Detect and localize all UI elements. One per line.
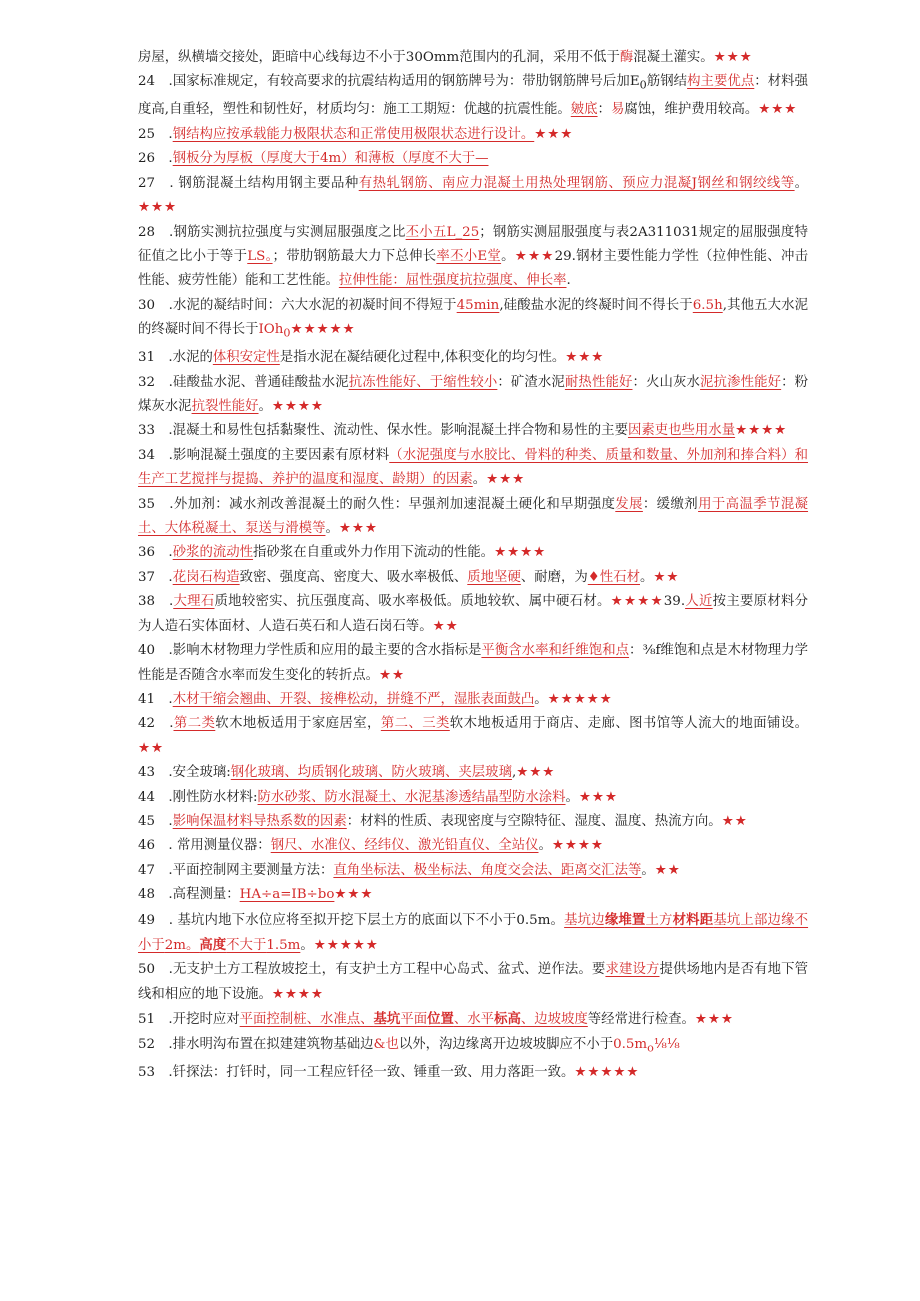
key-point-text: 质地坚硬 — [467, 569, 521, 585]
body-text: ： — [597, 102, 611, 118]
key-point-text: 。 — [186, 937, 200, 953]
importance-stars: ★★★ — [694, 1012, 734, 1028]
key-point-text: 体积安定性 — [212, 350, 280, 366]
body-text: 27 . 钢筋混凝土结构用钢主要品种 — [138, 175, 359, 191]
key-point-bold-text: 材料距 — [672, 911, 714, 928]
paragraph — [138, 294, 808, 346]
body-text: ：火山灰水 — [632, 374, 701, 390]
paragraph — [138, 859, 808, 883]
body-text: 44 .刚性防水材料: — [138, 789, 258, 805]
body-text: 混凝土灌实。 — [633, 50, 714, 65]
body-text: 25 . — [138, 126, 173, 142]
body-text: 30 .水泥的凝结时间：六大水泥的初凝时间不得短于 — [138, 297, 457, 313]
key-point-bold-text: 缘堆置 — [604, 911, 646, 928]
importance-stars: ★★★★★ — [313, 937, 379, 953]
body-text: 房屋，纵横墙交接处，距暗中心线每边不小于30Omm范围内的孔洞，采用不低于 — [138, 50, 620, 65]
importance-stars: ★★★ — [713, 50, 753, 65]
subscript-text: 0 — [639, 79, 647, 93]
body-text: ：矿渣水泥 — [497, 374, 565, 390]
key-point-text: 有热轧钢筋、南应力混凝土用热处理钢筋、预应力混凝J钢丝和钢绞线等 — [358, 175, 795, 191]
paragraph — [138, 541, 808, 565]
paragraph — [138, 883, 808, 907]
body-text: 39. — [663, 594, 686, 610]
key-point-text: 用于高温季节混凝土、大体税凝土、泵送与滑模等 — [138, 496, 809, 537]
body-text: 腐蚀，维护费用较高。 — [624, 102, 759, 118]
paragraph — [138, 371, 808, 420]
body-text: 50 .无支护土方工程放坡挖土，有支护土方工程中心岛式、盆式、逆作法。要 — [138, 962, 606, 978]
paragraph — [138, 908, 808, 959]
paragraph — [138, 761, 808, 785]
paragraph — [138, 1061, 808, 1085]
body-text: 28 .钢筋实测抗拉强度与实测屈服强度之比 — [138, 224, 406, 240]
key-point-text: 2m — [164, 937, 186, 953]
body-text: 是指水泥在凝结硬化过程中,体积变化的均匀性。 — [279, 350, 566, 366]
body-text: 。 — [565, 789, 579, 805]
importance-stars: ★★★★★ — [290, 322, 356, 338]
body-text: 。 — [472, 472, 487, 488]
key-point-text: 构主要优点 — [687, 74, 755, 90]
importance-stars: ★★★ — [334, 887, 374, 903]
key-point-text: 砂浆的流动性 — [172, 545, 254, 561]
body-text: 。 — [794, 175, 808, 191]
highlighted-text: 易 — [610, 102, 625, 118]
body-text: 以外，沟边缘离开边坡坡脚应不小于 — [398, 1036, 614, 1052]
body-text: 等经常进行检查。 — [587, 1012, 695, 1028]
key-point-bold-text: 位置 — [427, 1011, 454, 1028]
key-point-text: 1.5m — [266, 937, 301, 953]
key-point-text: （水泥强度与水胶比、骨料的种类、质量和数量、外加剂和捧合料）和生产工艺搅拌与提捣、养护的温度和湿度、龄期）的因素 — [138, 447, 809, 488]
body-text: ：粉煤灰水泥 — [138, 374, 809, 415]
body-text: 。 — [534, 691, 548, 707]
key-point-text: 发展 — [615, 496, 643, 512]
body-text: , — [511, 765, 517, 781]
body-text: 。 — [325, 521, 339, 537]
body-text: 49 . 基坑内地下水位应将至拟开挖下层土方的底面以下不小于0.5m。 — [138, 912, 565, 928]
key-point-bold-text: 基坑 — [373, 1011, 401, 1028]
importance-stars: ★★★ — [514, 248, 555, 264]
body-text: 。 — [538, 838, 552, 854]
importance-stars: ★★★ — [516, 765, 556, 781]
body-text: 53 .钎探法：打钎时，同一工程应钎径一致、锤重一致、用力落距一致。 — [138, 1064, 575, 1080]
importance-stars: ★★★★ — [271, 399, 324, 415]
body-text: 、耐磨，为 — [520, 569, 588, 585]
highlighted-text: IOh — [258, 322, 284, 338]
key-point-bold-text: 标高 — [494, 1011, 521, 1028]
key-point-text: 大理石 — [173, 594, 215, 610]
importance-stars: ★★★ — [534, 126, 574, 142]
body-text: 45 . — [138, 813, 173, 829]
paragraph — [138, 346, 808, 370]
body-text: 36 . — [138, 545, 173, 561]
importance-stars: ★★ — [654, 862, 681, 878]
paragraph — [138, 590, 808, 639]
importance-stars: ★★ — [138, 740, 165, 756]
body-text: 质地较密实、抗压强度高、吸水率极低。质地较软、属中硬石材。 — [214, 594, 611, 610]
importance-stars: ★★ — [653, 569, 680, 585]
body-text: 。 — [639, 569, 654, 585]
body-text: 31 .水泥的 — [138, 350, 213, 366]
body-text: 40 .影响木材物理力学性质和应用的最主要的含水指标是 — [138, 643, 482, 659]
paragraph — [138, 123, 808, 147]
key-point-text: 、边坡坡度 — [520, 1012, 588, 1028]
paragraph — [138, 493, 808, 542]
key-point-text: 花岗石构造 — [172, 569, 240, 585]
key-point-text: 防水砂浆、防水混凝土、水泥基渗透结晶型防水涂料 — [257, 789, 566, 805]
body-text: 34 .影响混凝土强度的主要因素有原材料 — [138, 447, 390, 463]
importance-stars: ★★★★★ — [574, 1064, 640, 1080]
paragraph — [138, 46, 808, 70]
key-point-text: 皴底 — [570, 102, 598, 118]
key-point-text: 第二、三类 — [380, 716, 450, 732]
key-point-text: 影响保温材料导热系数的因素 — [172, 813, 347, 829]
body-text: 37 . — [138, 569, 173, 585]
body-text: ：材料的性质、表现密度与空隙特征、湿度、温度、热流方向。 — [346, 813, 722, 829]
key-point-text: ♦性石材 — [587, 569, 640, 585]
body-text: 。 — [641, 862, 655, 878]
highlighted-text: 0.5m — [613, 1036, 648, 1052]
importance-stars: ★★★★ — [494, 545, 547, 561]
body-text: 38 . — [138, 594, 174, 610]
body-text: ：材料强度高,自重轻，塑性和韧性好，材质均匀：施工工期短：优越的抗震性能。 — [138, 74, 808, 118]
importance-stars: ★★★★ — [551, 838, 604, 854]
key-point-text: 平面控制桩、水准点、 — [239, 1012, 374, 1028]
subscript-text: o — [647, 1041, 654, 1055]
importance-stars: ★★★★ — [271, 986, 324, 1002]
body-text: 42 . — [138, 716, 174, 732]
key-point-text: 基坑上部边缘不小于 — [138, 912, 809, 953]
highlighted-text: 酶 — [619, 50, 634, 65]
body-text: ,硅酸盐水泥的终凝时间不得长于 — [499, 297, 693, 313]
key-point-text: 泥抗渗性能好 — [700, 374, 782, 390]
paragraph — [138, 639, 808, 688]
key-point-text: LS。 — [247, 248, 273, 264]
body-text: ；带肋钢筋最大力下总伸长 — [272, 248, 437, 264]
key-point-text: 木材干缩会翘曲、开裂、接榫松动，拼缝不严，湿胀表面鼓凸 — [172, 691, 535, 707]
body-text: 筋钢结 — [646, 74, 688, 90]
paragraph — [138, 444, 808, 493]
paragraph — [138, 172, 808, 221]
subscript-text: 0 — [283, 326, 291, 340]
key-point-text: 因素吏也些用水量 — [627, 423, 736, 439]
body-text: . — [566, 273, 571, 289]
body-text: 48 .高程测量： — [138, 887, 240, 903]
importance-stars: ★★★ — [138, 200, 178, 216]
key-point-text: 不大于 — [226, 937, 267, 953]
key-point-text: 第二类 — [173, 716, 216, 732]
key-point-text: 丕小五L_25 — [405, 224, 480, 240]
key-point-text: HA÷a=IB÷bo — [239, 887, 335, 903]
body-text: 按主要原材料分为人造石实体面材、人造石英石和人造石岗石等。 — [138, 594, 809, 634]
body-text: 43 .安全玻璃: — [138, 765, 231, 781]
key-point-text: 耐热性能好 — [564, 374, 633, 390]
key-point-text: 直角坐标法、极坐标法、角度交会法、距离交汇法等 — [333, 862, 642, 878]
importance-stars: ★★★ — [565, 350, 605, 366]
importance-stars: ★★★ — [486, 472, 526, 488]
paragraph — [138, 834, 808, 858]
importance-stars: ★★★ — [758, 102, 798, 118]
key-point-text: 平衡含水率和纤维饱和点 — [481, 643, 630, 659]
importance-stars: ★★★★ — [610, 594, 664, 610]
paragraph — [138, 1033, 808, 1061]
importance-stars: ★★★★ — [735, 423, 788, 439]
paragraph — [138, 70, 808, 122]
highlighted-text: ⅛⅛ — [653, 1036, 680, 1052]
body-text: 。 — [501, 248, 515, 264]
body-text: 。 — [258, 399, 272, 415]
key-point-text: 基坑边 — [564, 912, 605, 928]
body-text: 32 .硅酸盐水泥、普通硅酸盐水泥 — [138, 374, 349, 390]
body-text: 29.钢材主要性能力学性（拉伸性能、冲击性能、疲劳性能）能和工艺性能。 — [138, 248, 809, 289]
key-point-text: 拉伸性能：屈性强度抗拉强度、伸长率 — [338, 273, 567, 289]
body-text: 47 .平面控制网主要测量方法： — [138, 862, 334, 878]
key-point-text: 钢尺、水准仪、经纬仪、激光铅直仪、全站仪 — [270, 838, 539, 854]
body-text: ：⅜f维饱和点是木材物理力学性能是否随含水率而发生变化的转折点。 — [138, 643, 809, 683]
body-text: 51 .开挖时应对 — [138, 1012, 240, 1028]
body-text: 46 . 常用测量仪器： — [138, 838, 271, 854]
key-point-text: 、水平 — [453, 1012, 495, 1028]
importance-stars: ★★ — [721, 813, 748, 829]
paragraph — [138, 566, 808, 590]
key-point-text: 钢板分为厚板（厚度大于4m）和薄板（厚度不大于— — [172, 151, 489, 167]
importance-stars: ★★★ — [578, 789, 618, 805]
body-text: 41 . — [138, 691, 173, 707]
paragraph — [138, 1007, 808, 1032]
paragraph — [138, 958, 808, 1007]
body-text: ,其他五大水泥的终凝时间不得长于 — [138, 297, 808, 338]
key-point-text: 抗裂性能好 — [191, 399, 259, 415]
body-text: 。 — [300, 937, 314, 953]
body-text: 33 .混凝土和易性包括黏聚性、流动性、保水性。影响混凝土拌合物和易性的主要 — [138, 423, 628, 439]
body-text: 指砂浆在自重或外力作用下流动的性能。 — [253, 545, 495, 561]
key-point-text: 率丕小E堂 — [436, 248, 502, 264]
key-point-text: 6.5h — [692, 297, 723, 313]
body-text: ：缓缴剂 — [642, 496, 699, 512]
body-text: 24 .国家标准规定，有较高要求的抗震结构适用的钢筋牌号为：带肋钢筋牌号后加E — [138, 74, 640, 90]
paragraph — [138, 712, 808, 761]
key-point-text: 求建设方 — [605, 962, 660, 978]
key-point-text: 抗冻性能好、于缩性较小 — [348, 374, 498, 390]
key-point-bold-text: 高度 — [199, 936, 227, 953]
body-text: 致密、强度高、密度大、吸水率极低、 — [239, 569, 468, 585]
highlighted-text: &也 — [373, 1036, 399, 1052]
key-point-text: 45min — [456, 297, 500, 313]
body-text: 提供场地内是否有地下管线和相应的地下设施。 — [138, 962, 809, 1002]
body-text: 35 .外加剂：减水剂改善混凝土的耐久性：早强剂加速混凝土硬化和早期强度 — [138, 496, 616, 512]
importance-stars: ★★ — [432, 618, 459, 634]
key-point-text: 土方 — [645, 912, 673, 928]
key-point-text: 钢化玻璃、均质钢化玻璃、防火玻璃、夹层玻璃 — [230, 765, 512, 781]
paragraph — [138, 221, 808, 294]
importance-stars: ★★ — [379, 667, 406, 683]
paragraph — [138, 786, 808, 810]
body-text: ；钢筋实测屈服强度与表2A311031规定的屈服强度特征值之比小于等于 — [138, 224, 808, 264]
body-text: 软木地板适用于家庭居室， — [215, 716, 381, 732]
paragraph — [138, 810, 808, 834]
importance-stars: ★★★ — [338, 521, 378, 537]
key-point-text: 平面 — [400, 1012, 428, 1028]
paragraph — [138, 419, 808, 443]
paragraph — [138, 688, 808, 712]
importance-stars: ★★★★★ — [547, 691, 613, 707]
key-point-text: 钢结构应按承载能力极限状态和正常使用极限状态进行设计。 — [172, 126, 535, 142]
key-point-text: 人近 — [685, 594, 713, 610]
paragraph — [138, 147, 808, 171]
body-text: 52 .排水明沟布置在拟建建筑物基础边 — [138, 1036, 374, 1052]
body-text: 软木地板适用于商店、走廊、图书馆等人流大的地面铺设。 — [449, 716, 809, 732]
body-text: 26 . — [138, 151, 173, 167]
